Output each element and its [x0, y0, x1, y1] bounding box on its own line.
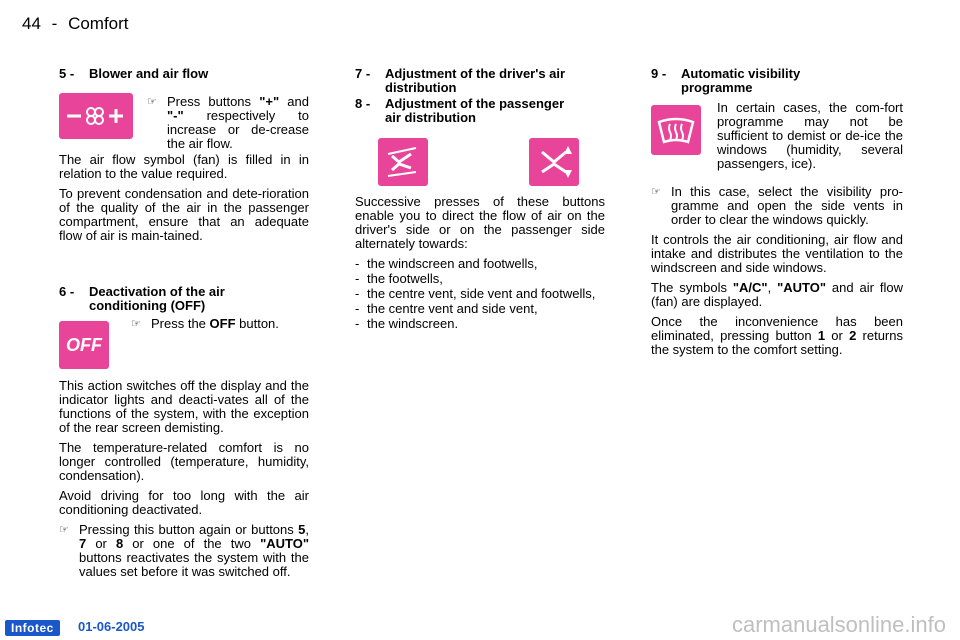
page-number: 44: [22, 14, 41, 33]
air-distribution-list: [355, 257, 605, 331]
windscreen-demist-icon: [651, 105, 701, 155]
watermark: carmanualsonline.info: [731, 612, 946, 637]
list-item: - the windscreen.: [355, 316, 459, 331]
section9-heading: 9 - Automatic visibility programme: [651, 66, 801, 95]
off-button-icon: OFF: [59, 321, 109, 369]
section9-paragraph-1: It controls the air conditioning, air flow and intake and distributes the ventilation to the windscreen and side windows.: [651, 232, 903, 275]
print-date: 01-06-2005: [78, 619, 145, 634]
list-item: - the centre vent and side vent,: [355, 301, 538, 316]
section-title: Comfort: [68, 14, 129, 33]
section6-paragraph-2: The temperature-related comfort is no longer controlled (temperature, humidity, condensation).: [59, 440, 309, 483]
column-left: [59, 67, 309, 585]
page-header: [22, 14, 135, 34]
section6-paragraph-1: This action switches off the display and the indicator lights and deacti-vates all of the functions of the system, with the exception of the rear screen demisting.: [59, 378, 309, 435]
section7-heading: 7 - Adjustment of the driver's air distribution: [355, 66, 566, 95]
list-item: - the centre vent, side vent and footwells,: [355, 286, 596, 301]
brand-logo: Infotec: [5, 620, 60, 636]
section6-heading: 6 - Deactivation of the air conditioning (OFF): [59, 284, 225, 313]
driver-air-distribution-icon: [378, 138, 428, 186]
section8-paragraph: Successive presses of these buttons enable you to direct the flow of air on the driver's side or on the passenger side alternately towards:: [355, 194, 605, 251]
fan-minus-plus-icon: [59, 93, 133, 139]
section5-paragraph-1: The air flow symbol (fan) is filled in in relation to the value required.: [59, 152, 309, 181]
list-item: - the footwells,: [355, 271, 443, 286]
section9-paragraph-2: The symbols "A/C", "AUTO" and air flow (fan) are displayed.: [651, 280, 903, 309]
section6-bullet: ☞ Press the OFF button.: [131, 316, 279, 331]
section5-bullet: ☞ Press buttons "+" and "-" respectively to increase or de-crease the air flow.: [147, 94, 309, 151]
section6-bullet-2: ☞ Pressing this button again or buttons 5, 7 or 8 or one of the two "AUTO" buttons reactivates the system with the values set before it was switched off.: [59, 522, 309, 579]
list-item: - the windscreen and footwells,: [355, 256, 538, 271]
section9-bullet: ☞ In this case, select the visibility pro-gramme and open the side vents in order to clear the windows quickly.: [651, 184, 903, 227]
column-right: [651, 67, 903, 363]
header-separator: -: [51, 14, 58, 33]
section5-paragraph-2: To prevent condensation and dete-rioration of the quality of the air in the passenger compartment, ensure that an adequate flow of air is main-tained.: [59, 186, 309, 243]
section5-heading: 5 - Blower and air flow: [59, 66, 209, 81]
section9-paragraph-3: Once the inconvenience has been eliminated, pressing button 1 or 2 returns the system to the comfort setting.: [651, 314, 903, 357]
passenger-air-distribution-icon: [529, 138, 579, 186]
section9-intro: In certain cases, the com-fort programme may not be sufficient to demist or de-ice the windows (humidity, several passengers, ice).: [717, 100, 903, 171]
section6-paragraph-3: Avoid driving for too long with the air conditioning deactivated.: [59, 488, 309, 517]
column-middle: [355, 67, 605, 332]
section8-heading: 8 - Adjustment of the passenger air distribution: [355, 96, 565, 125]
